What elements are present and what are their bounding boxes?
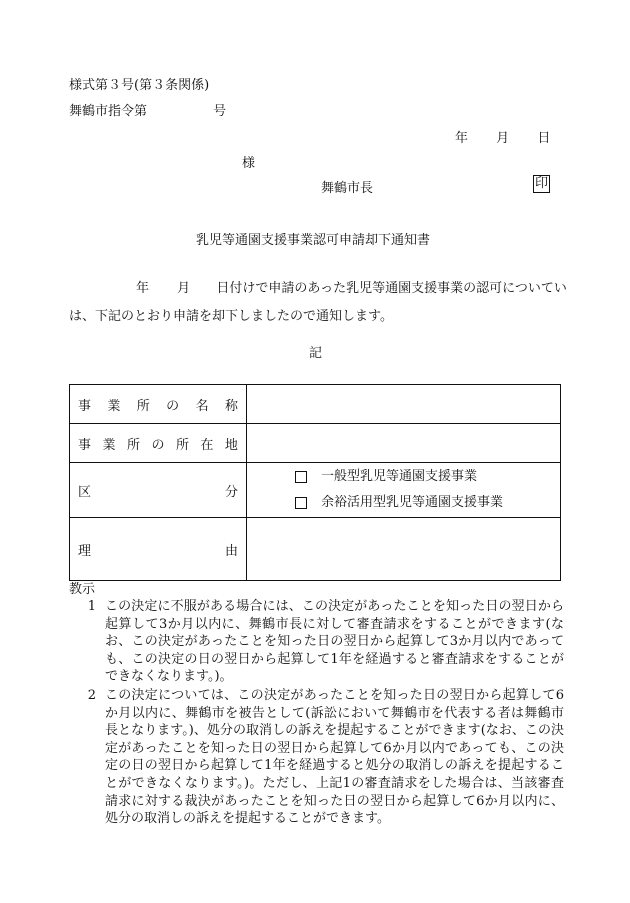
- instructions-heading: 教示: [69, 582, 96, 597]
- label-char: 地: [224, 437, 238, 453]
- form-number: 様式第３号(第３条関係): [69, 78, 210, 93]
- category-label-right: 分: [224, 484, 238, 500]
- facility-name-value[interactable]: [247, 385, 561, 424]
- instruction-text: この決定に不服がある場合には、この決定があったことを知った日の翌日から起算して3か月以内に、舞鶴市長に対して審査請求をすることができます(なお、この決定があったことを知った日の翌日から起算して3か月以内であっても、この決定の日の翌日から起算して1年を経過すると審査請求をすることができなくなります。)。: [105, 599, 564, 685]
- facility-name-label: [70, 385, 247, 424]
- body-paragraph: [69, 275, 567, 331]
- facility-address-label: [70, 424, 247, 463]
- facility-name-label-text: [78, 395, 238, 414]
- instructions-section: [69, 578, 564, 828]
- instruction-item: [69, 598, 564, 686]
- label-char: 所: [136, 398, 150, 414]
- instruction-text: この決定については、この決定があったことを知った日の翌日から起算して6か月以内に、舞鶴市を被告として(訴訟において舞鶴市を代表する者は舞鶴市長となります。)、処分の取消しの訴えを提起することができます(なお、この決定があったことを知った日の翌日から起算して6か月以内であっても、この決定の日の翌日から起算して1年を経過すると処分の取消しの訴えを提起することができなくなります。)。ただし、上記1の審査請求をした場合は、当該審査請求に対する裁決があったことを知った日の翌日から起算して6か月以内に、処分の取消しの訴えを提起することができます。: [105, 687, 564, 827]
- seal-mark: [533, 175, 550, 193]
- category-label: [70, 463, 247, 518]
- instruction-number: 2: [87, 687, 96, 703]
- issuer-name: 舞鶴市長: [321, 181, 374, 196]
- label-char: 名: [195, 398, 209, 414]
- label-char: 事: [78, 437, 92, 453]
- option-label: 一般型乳児等通園支援事業: [321, 469, 478, 484]
- category-option-general[interactable]: [248, 464, 559, 490]
- table-row: [70, 518, 561, 581]
- date-line: [455, 127, 550, 146]
- directive-suffix: 号: [213, 104, 227, 119]
- reason-value[interactable]: [247, 518, 561, 581]
- date-year: 年: [455, 131, 469, 146]
- label-char: の: [166, 398, 180, 414]
- application-table: [69, 384, 561, 581]
- option-label: 余裕活用型乳児等通園支援事業: [321, 495, 504, 510]
- instruction-item: [69, 687, 564, 828]
- label-char: 所: [175, 437, 189, 453]
- label-char: 事: [78, 398, 92, 414]
- instruction-number: 1: [87, 599, 96, 614]
- facility-address-value[interactable]: [247, 424, 561, 463]
- directive-label: 舞鶴市指令第: [69, 104, 148, 119]
- checkbox-icon[interactable]: [295, 471, 307, 483]
- label-char: 称: [224, 398, 238, 414]
- body-line-2: は、下記のとおり申請を却下しましたので通知します。: [69, 309, 393, 324]
- table-row: [70, 424, 561, 463]
- body-line-1: [69, 275, 567, 303]
- category-option-surplus[interactable]: [248, 490, 559, 516]
- label-char: 業: [102, 437, 116, 453]
- reason-label-left: 理: [78, 543, 92, 559]
- date-month: 月: [496, 131, 510, 146]
- label-char: 所: [126, 437, 140, 453]
- label-char: 業: [107, 398, 121, 414]
- body-month: 月: [177, 281, 191, 296]
- facility-address-label-text: [78, 434, 238, 453]
- table-row: [70, 385, 561, 424]
- ki-heading: 記: [309, 346, 323, 361]
- label-char: 在: [200, 437, 214, 453]
- checkbox-icon[interactable]: [295, 497, 307, 509]
- seal-text: 印: [535, 176, 549, 191]
- reason-label-right: 由: [224, 543, 238, 559]
- body-line-1-rest: 日付けで申請のあった乳児等通園支援事業の認可についてい: [216, 281, 567, 296]
- directive-number-line: [69, 100, 226, 119]
- addressee-suffix: 様: [242, 156, 256, 171]
- document-title: 乳児等通園支援事業認可申請却下通知書: [196, 233, 431, 248]
- reason-label: [70, 518, 247, 581]
- category-options: [247, 463, 561, 518]
- label-char: の: [151, 437, 165, 453]
- table-row: [70, 463, 561, 518]
- body-year: 年: [136, 281, 150, 296]
- category-label-left: 区: [78, 484, 92, 500]
- date-day: 日: [537, 131, 551, 146]
